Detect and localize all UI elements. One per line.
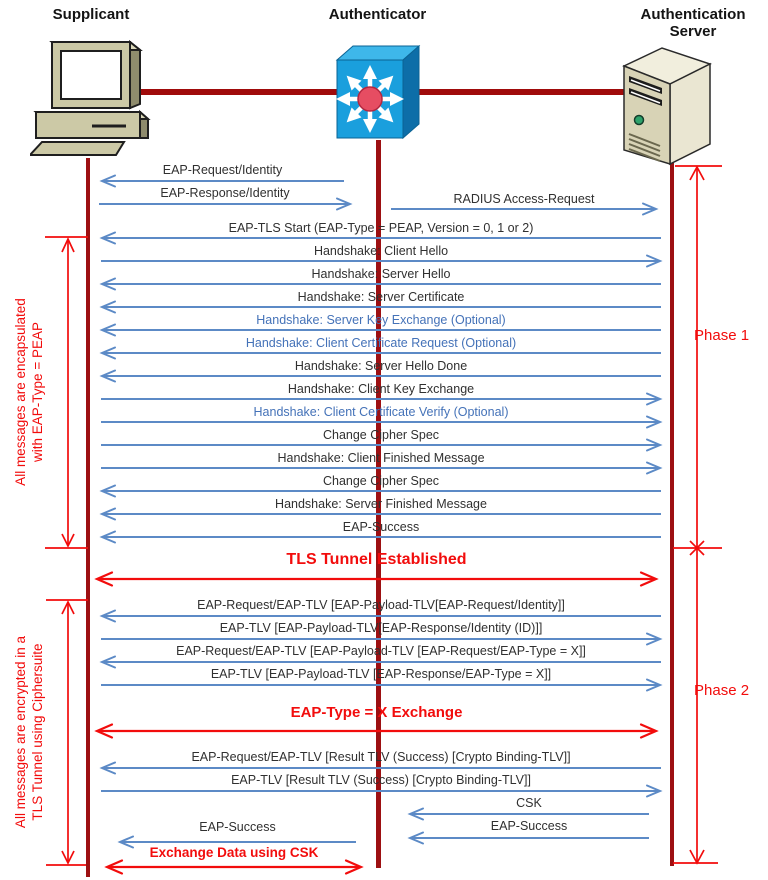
supplicant-lifeline — [86, 158, 90, 877]
banner-label: EAP-Type = X Exchange — [290, 704, 463, 721]
message-label: EAP-Response/Identity — [160, 186, 290, 200]
message-label: Handshake: Server Finished Message — [275, 497, 487, 511]
phase-2-label: Phase 2 — [694, 682, 750, 699]
banner-arrow — [95, 571, 658, 587]
message-label: Handshake: Server Key Exchange (Optional) — [256, 313, 506, 327]
message-label: Change Cipher Spec — [322, 428, 440, 442]
message-label: Handshake: Client Certificate Request (Optional) — [245, 336, 517, 350]
message-label: EAP-Success — [490, 819, 568, 833]
message-label: EAP-Request/EAP-TLV [EAP-Payload-TLV[EAP-Request/Identity]] — [197, 598, 565, 612]
phase-1-label: Phase 1 — [694, 327, 750, 344]
side-note-line: with EAP-Type = PEAP — [30, 322, 45, 462]
message-label: Change Cipher Spec — [322, 474, 440, 488]
side-note-line: All messages are encrypted in a — [13, 635, 28, 829]
side-note-phase1 — [12, 232, 48, 552]
message-label: EAP-TLV [Result TLV (Success) [Crypto Binding-TLV]] — [231, 773, 531, 787]
message-arrow — [100, 677, 662, 693]
message-label: EAP-TLV [EAP-Payload-TLV [EAP-Response/EAP-Type = X]] — [210, 667, 552, 681]
message-arrow — [100, 529, 662, 545]
message-label: Handshake: Server Certificate — [297, 290, 465, 304]
banner-arrow — [95, 723, 658, 739]
message-arrow — [100, 783, 662, 799]
side-note-line: All messages are encapsulated — [13, 298, 28, 486]
message-label: Handshake: Client Hello — [313, 244, 449, 258]
message-label: CSK — [516, 796, 542, 810]
message-label: EAP-Request/EAP-TLV [Result TLV (Success) [Crypto Binding-TLV]] — [191, 750, 571, 764]
actor-label-authentication-server: Authentication Server — [640, 6, 746, 40]
message-label: EAP-Request/Identity — [162, 163, 283, 177]
actor-label-authenticator: Authenticator — [328, 6, 427, 23]
side-note-line: TLS Tunnel using Ciphersuite — [30, 643, 45, 821]
message-arrow — [408, 830, 650, 846]
message-label: EAP-Request/EAP-TLV [EAP-Payload-TLV [EAP-Request/EAP-Type = X]] — [176, 644, 586, 658]
banner-arrow — [105, 859, 363, 875]
message-label: Handshake: Client Finished Message — [277, 451, 485, 465]
message-label: EAP-TLV [EAP-Payload-TLV[EAP-Response/Identity (ID)]] — [219, 621, 543, 635]
message-label: Handshake: Client Certificate Verify (Optional) — [253, 405, 509, 419]
message-label: Handshake: Client Key Exchange — [287, 382, 475, 396]
message-label: EAP-TLS Start (EAP-Type = PEAP, Version = 0, 1 or 2) — [228, 221, 534, 235]
desktop-computer-icon — [30, 38, 156, 156]
banner-label: TLS Tunnel Established — [286, 551, 467, 568]
server-tower-icon — [612, 40, 722, 166]
actor-label-supplicant: Supplicant — [52, 6, 130, 23]
server-lifeline — [670, 163, 674, 866]
message-arrow — [390, 201, 658, 217]
side-note-phase2 — [12, 582, 48, 880]
message-label: Handshake: Server Hello — [311, 267, 451, 281]
message-arrow — [98, 196, 352, 212]
message-label: Handshake: Server Hello Done — [294, 359, 468, 373]
message-label: EAP-Success — [342, 520, 420, 534]
network-switch-icon — [329, 42, 427, 142]
message-label: RADIUS Access-Request — [453, 192, 595, 206]
message-label: EAP-Success — [199, 820, 276, 834]
banner-label: Exchange Data using CSK — [149, 845, 319, 860]
